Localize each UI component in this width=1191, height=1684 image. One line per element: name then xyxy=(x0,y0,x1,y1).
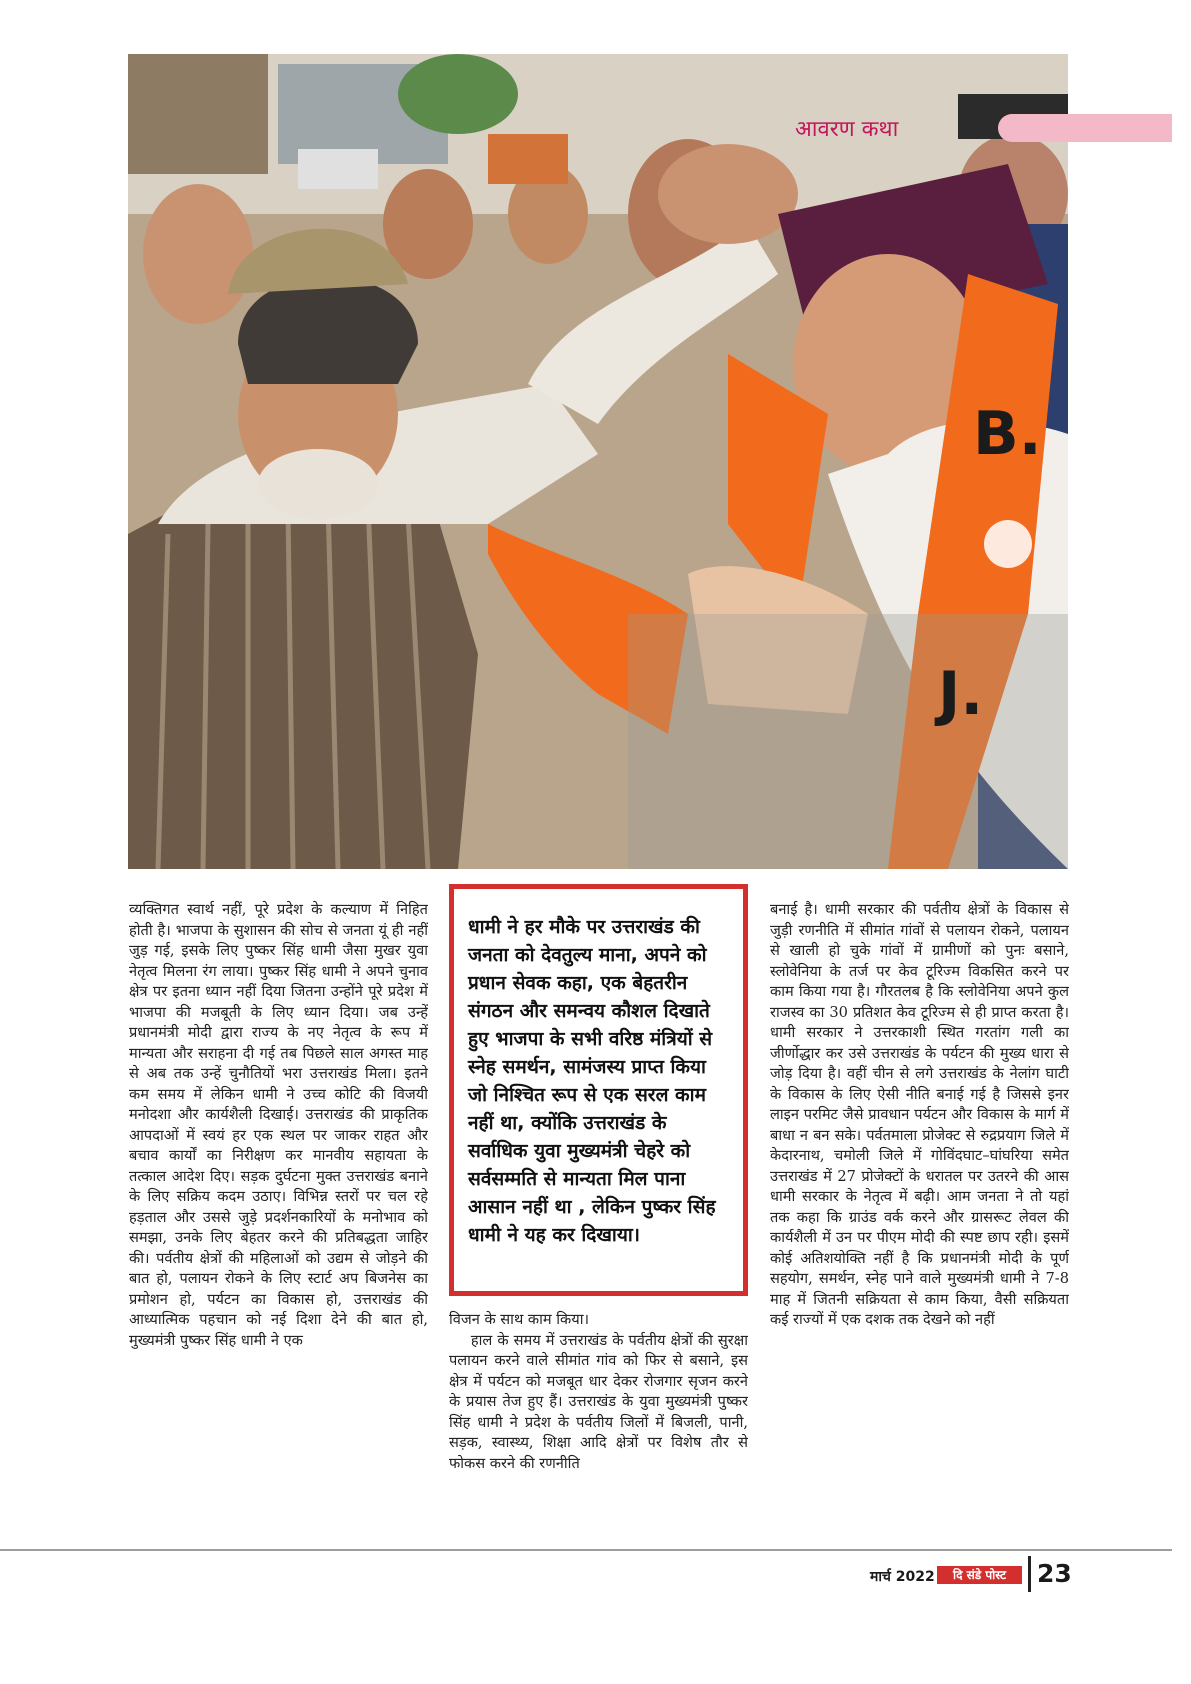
issue-date: मार्च 2022 xyxy=(870,1569,935,1585)
pull-quote-box xyxy=(449,884,748,1296)
article-column-1 xyxy=(129,900,428,1524)
scarf-letter-b: B. xyxy=(973,399,1042,469)
article-paragraph: व्यक्तिगत स्वार्थ नहीं, पूरे प्रदेश के कल्याण में निहित होती है। भाजपा के सुशासन की सोच से जनता यूं ही नहीं जुड़ गई, इसके लिए पुष्कर सिंह धामी जैसा मुखर युवा नेतृत्व मिलना रंग लाया। पुष्कर सिंह धामी ने अपने चुनाव क्षेत्र पर इतना ध्यान नहीं दिया जितना उन्होंने पूरे प्रदेश में भाजपा की मजबूती के लिए ध्यान दिया। जब उन्हें प्रधानमंत्री मोदी द्वारा राज्य के नए नेतृत्व के रूप में मान्यता और सराहना दी गई तब पिछले साल अगस्त माह से अब तक उन्हें चुनौतियों भरा उत्तराखंड मिला। इतने कम समय में लेकिन धामी ने उच्च कोटि की विजयी मनोदशा और कार्यशैली दिखाई। उत्तराखंड की प्राकृतिक आपदाओं में स्वयं हर एक स्थल पर जाकर राहत और बचाव कार्यों का निरीक्षण कर मानवीय सहायता के तत्काल आदेश दिए। सड़क दुर्घटना मुक्त उत्तराखंड बनाने के लिए सक्रिय कदम उठाए। विभिन्न स्तरों पर चल रहे हड़ताल और उससे जुड़े प्रदर्शनकारियों के मनोभाव को समझा, उनके लिए बेहतर करने की प्रतिबद्धता जाहिर की। पर्वतीय क्षेत्रों की महिलाओं को उद्यम से जोड़ने की बात हो, पलायन रोकने के लिए स्टार्ट अप बिजनेस का प्रमोशन हो, पर्यटन का विकास हो, उत्तराखंड की आध्यात्मिक पहचान को नई दिशा देने की बात हो, मुख्यमंत्री पुष्कर सिंह धामी ने एक xyxy=(129,901,428,1349)
section-tag: आवरण कथा xyxy=(795,117,899,142)
article-paragraph: हाल के समय में उत्तराखंड के पर्वतीय क्षेत्रों की सुरक्षा पलायन करने वाले सीमांत गांव को फिर से बसाने, इस क्षेत्र में पर्यटन को मजबूत धार देकर रोजगार सृजन करने के प्रयास तेज हुए हैं। उत्तराखंड के युवा मुख्यमंत्री पुष्कर सिंह धामी ने प्रदेश के पर्वतीय जिलों में बिजली, पानी, सड़क, स्वास्थ्य, शिक्षा आदि क्षेत्रों पर विशेष तौर से फोकस करने की रणनीति xyxy=(449,1331,748,1472)
photo-illustration xyxy=(128,54,1068,869)
publication-logo: दि संडे पोस्ट xyxy=(937,1566,1022,1584)
article-paragraph: बनाई है। धामी सरकार की पर्वतीय क्षेत्रों के विकास से जुड़ी रणनीति में सीमांत गांवों से पलायन रोकने, पलायन से खाली हो चुके गांवों में ग्रामीणों को पुनः बसाने, स्लोवेनिया के तर्ज पर केव टूरिज्म विकसित करने पर काम किया गया है। गौरतलब है कि स्लोवेनिया अपने कुल राजस्व का 30 प्रतिशत केव टूरिज्म से ही प्राप्त करता है। धामी सरकार ने उत्तरकाशी स्थित गरतांग गली का जीर्णोद्धार कर उसे उत्तराखंड के पर्यटन की मुख्य धारा से जोड़ दिया है। वहीं चीन से लगे उत्तराखंड के नेलांग घाटी के विकास के लिए ऐसी नीति बनाई गई है जिससे इनर लाइन परमिट जैसे प्रावधान पर्यटन और विकास के मार्ग में बाधा न बन सके। पर्वतमाला प्रोजेक्ट से रुद्रप्रयाग जिले में केदारनाथ, चमोली जिले में गोविंदघाट–घांघरिया समेत उत्तराखंड में 27 प्रोजेक्टों के धरातल पर उतरने की आस धामी सरकार के नेतृत्व में बढ़ी। आम जनता ने तो यहां तक कहा कि ग्राउंड वर्क करने और ग्रासरूट लेवल की कार्यशैली में उन पर पीएम मोदी की स्पष्ट छाप रही। इसमें कोई अतिशयोक्ति नहीं है कि प्रधानमंत्री मोदी के पूर्ण सहयोग, समर्थन, स्नेह पाने वाले मुख्यमंत्री धामी ने 7-8 माह में जितनी सक्रियता से काम किया, वैसी सक्रियता कई राज्यों में एक दशक तक देखने को नहीं xyxy=(770,901,1069,1328)
article-column-2 xyxy=(449,1310,748,1524)
lotus-icon xyxy=(984,520,1032,568)
footer-separator xyxy=(1028,1556,1031,1592)
footer-divider xyxy=(0,1549,1172,1551)
page-number: 23 xyxy=(1037,1559,1072,1588)
pull-quote-text: धामी ने हर मौके पर उत्तराखंड की जनता को देवतुल्य माना, अपने को प्रधान सेवक कहा, एक बेहतरीन संगठन और समन्वय कौशल दिखाते हुए भाजपा के सभी वरिष्ठ मंत्रियों से स्नेह समर्थन, सामंजस्य प्राप्त किया जो निश्चित रूप से एक सरल काम नहीं था, क्योंकि उत्तराखंड के सर्वाधिक युवा मुख्यमंत्री चेहरे को सर्वसम्मति से मान्यता मिल पाना आसान नहीं था , लेकिन पुष्कर सिंह धामी ने यह कर दिखाया। xyxy=(468,916,716,1246)
section-tag-pill xyxy=(998,114,1172,142)
article-paragraph: विजन के साथ काम किया। xyxy=(449,1311,590,1328)
scarf-letter-j: J. xyxy=(938,659,984,729)
article-column-3 xyxy=(770,900,1069,1524)
cover-photo xyxy=(128,54,1068,869)
